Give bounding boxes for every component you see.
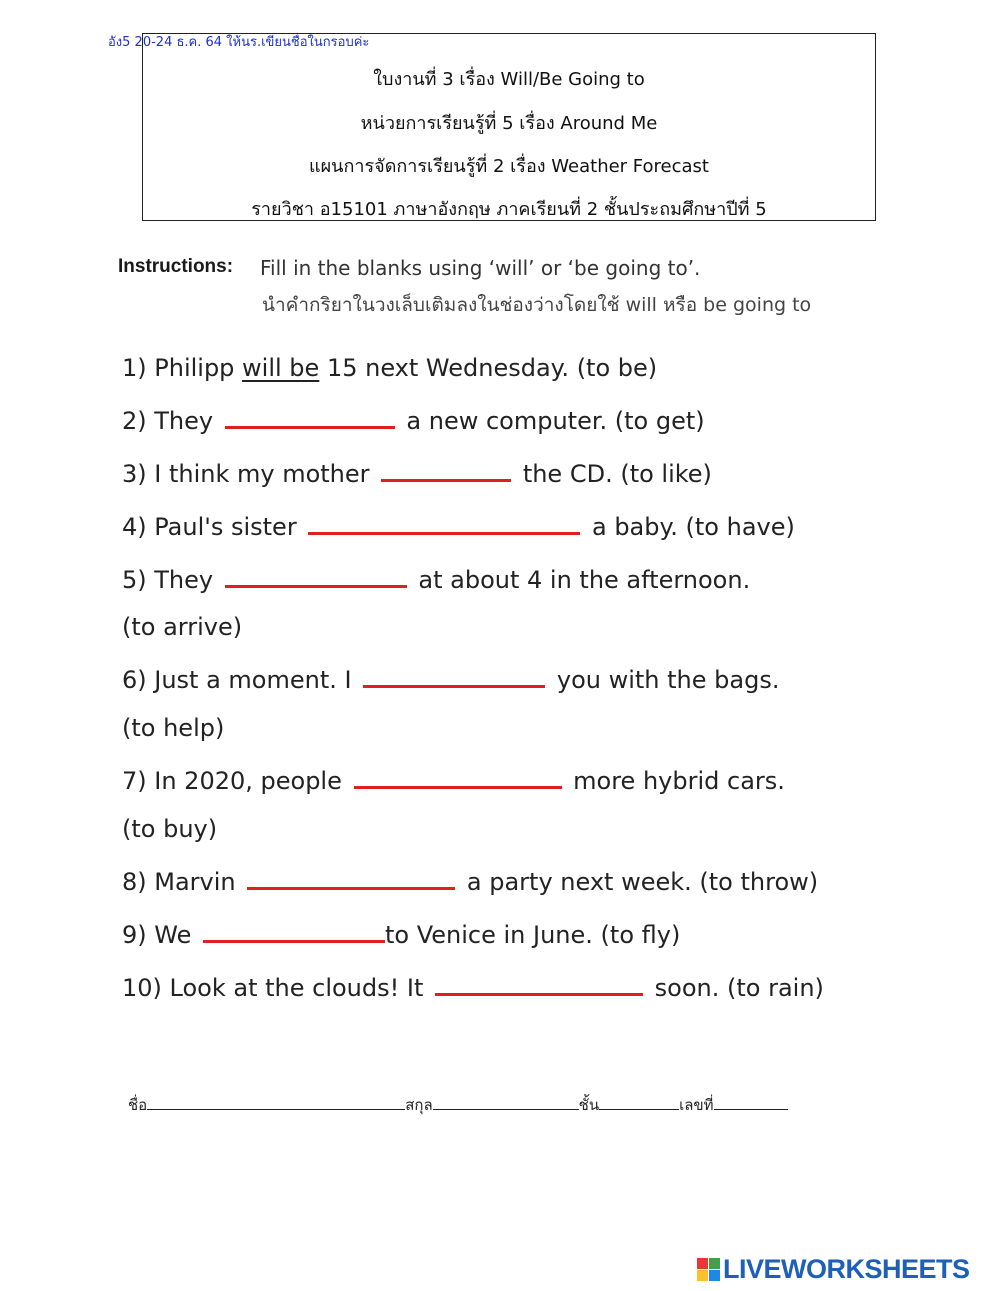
question-9 xyxy=(122,921,680,949)
answer-blank[interactable] xyxy=(203,922,385,943)
question-text: to Venice in June. (to fly) xyxy=(385,921,681,949)
logo-text: LIVEWORKSHEETS xyxy=(723,1254,970,1284)
question-5-hint: (to arrive) xyxy=(122,613,243,641)
surname-label: สกุล xyxy=(405,1096,433,1114)
instructions-label: Instructions: xyxy=(118,256,234,277)
question-1 xyxy=(122,354,657,382)
question-text: soon. (to rain) xyxy=(654,974,824,1002)
name-field[interactable] xyxy=(147,1095,405,1110)
question-text: 1) Philipp xyxy=(122,354,243,382)
question-text: 6) Just a moment. I xyxy=(122,666,352,694)
header-unit: หน่วยการเรียนรู้ที่ 5 เรื่อง Around Me xyxy=(360,113,658,134)
question-text: at about 4 in the afternoon. xyxy=(418,566,751,594)
question-text: a new computer. (to get) xyxy=(406,407,705,435)
number-label: เลขที่ xyxy=(679,1096,714,1114)
question-text: 7) In 2020, people xyxy=(122,767,342,795)
question-text: the CD. (to like) xyxy=(522,460,712,488)
question-text: 5) They xyxy=(122,566,214,594)
instructions-english: Fill in the blanks using ‘will’ or ‘be going to’. xyxy=(260,256,701,280)
question-3 xyxy=(122,460,712,488)
answer-blank[interactable] xyxy=(225,567,407,588)
header-course: รายวิชา อ15101 ภาษาอังกฤษ ภาคเรียนที่ 2 ชั้นประถมศึกษาปีที่ 5 xyxy=(251,199,767,220)
question-text: 9) We xyxy=(122,921,192,949)
surname-field[interactable] xyxy=(433,1095,579,1110)
answer-blank[interactable] xyxy=(363,667,545,688)
question-5 xyxy=(122,566,750,594)
answer-blank[interactable] xyxy=(308,514,580,535)
question-7-hint: (to buy) xyxy=(122,815,218,843)
question-text: 4) Paul's sister xyxy=(122,513,297,541)
answer-blank[interactable] xyxy=(225,408,395,429)
question-text: more hybrid cars. xyxy=(573,767,785,795)
header-title: ใบงานที่ 3 เรื่อง Will/Be Going to xyxy=(373,69,645,90)
question-2 xyxy=(122,407,705,435)
question-text: 8) Marvin xyxy=(122,868,236,896)
question-text: 2) They xyxy=(122,407,214,435)
question-text: you with the bags. xyxy=(556,666,780,694)
number-field[interactable] xyxy=(714,1095,788,1110)
question-7 xyxy=(122,767,785,795)
question-6 xyxy=(122,666,779,694)
liveworksheets-logo[interactable] xyxy=(697,1254,970,1285)
class-label: ชั้น xyxy=(578,1096,600,1114)
question-6-hint: (to help) xyxy=(122,714,225,742)
worksheet-header xyxy=(142,33,876,221)
class-field[interactable] xyxy=(599,1095,679,1110)
answer-blank[interactable] xyxy=(247,869,455,890)
question-text: 3) I think my mother xyxy=(122,460,370,488)
question-text: 15 next Wednesday. (to be) xyxy=(319,354,658,382)
student-info-line xyxy=(128,1093,788,1117)
question-8 xyxy=(122,868,818,896)
answer-blank[interactable] xyxy=(381,461,511,482)
answer-blank[interactable] xyxy=(354,768,562,789)
question-text: a baby. (to have) xyxy=(591,513,795,541)
answer-blank[interactable] xyxy=(435,975,643,996)
header-lesson-plan: แผนการจัดการเรียนรู้ที่ 2 เรื่อง Weather Forecast xyxy=(309,156,709,177)
question-4 xyxy=(122,513,795,541)
question-10 xyxy=(122,974,824,1002)
teacher-note: อัง5 20-24 ธ.ค. 64 ให้นร.เขียนชื่อในกรอบค่ะ xyxy=(108,35,370,50)
example-answer: will be xyxy=(242,354,320,382)
logo-blocks-icon xyxy=(697,1258,720,1281)
question-text: a party next week. (to throw) xyxy=(466,868,819,896)
name-label: ชื่อ xyxy=(128,1096,148,1114)
question-text: 10) Look at the clouds! It xyxy=(122,974,424,1002)
instructions-thai: นำคำกริยาในวงเล็บเติมลงในช่องว่างโดยใช้ will หรือ be going to xyxy=(262,294,812,316)
